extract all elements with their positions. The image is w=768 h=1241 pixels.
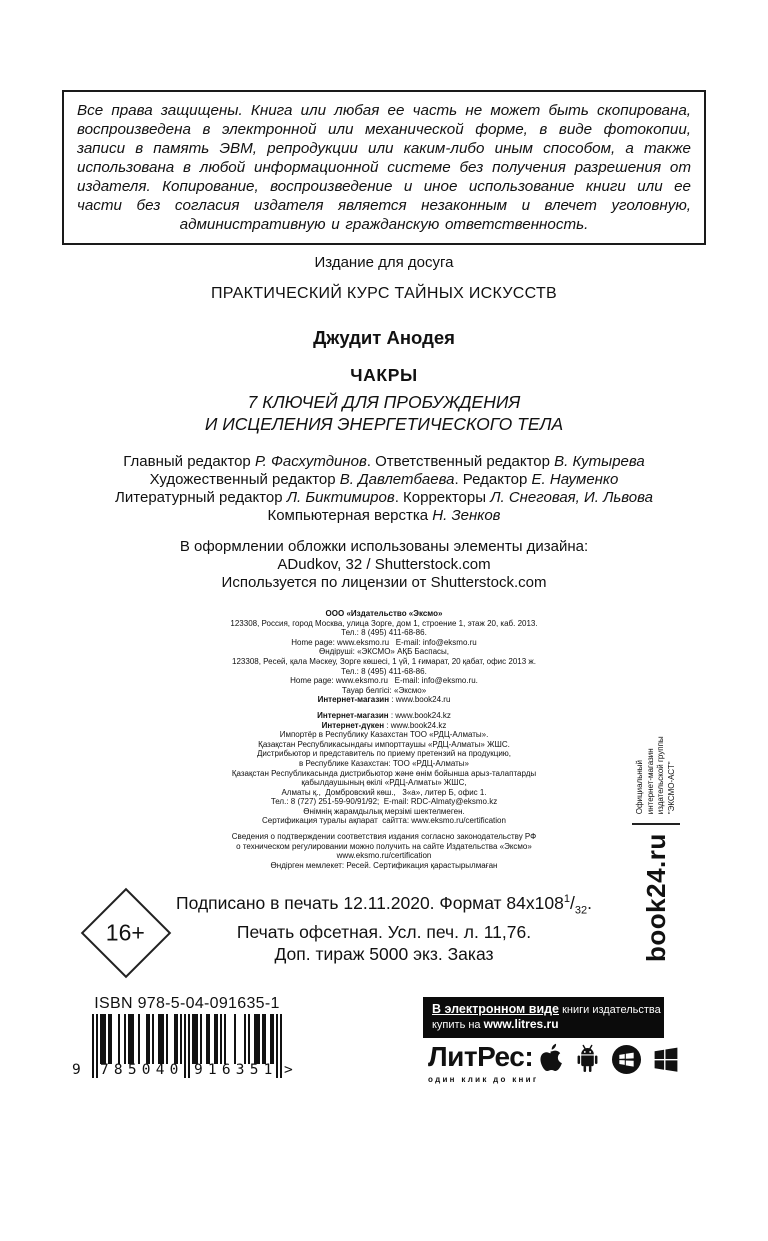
barcode-digit-group-2: 916351: [194, 1062, 278, 1078]
publisher-line: [0, 711, 768, 721]
text-segment: Официальный: [635, 760, 644, 815]
edition-type: Издание для досуга: [314, 254, 454, 271]
isbn-number: ISBN 978-5-04-091635-1: [94, 995, 280, 1012]
cover-credit-line-2: ADudkov, 32 / Shutterstock.com: [277, 556, 491, 573]
text-segment: Тауар белгісі: «Эксмо»: [341, 685, 427, 695]
print-info-line-3: Доп. тираж 5000 экз. Заказ: [274, 943, 494, 964]
text-segment: купить на: [432, 1018, 484, 1031]
book24-rotated-content: [620, 726, 692, 962]
text-segment: Литературный редактор: [115, 489, 287, 506]
text-segment: Художественный редактор: [149, 471, 340, 488]
book24-note-line: [646, 736, 657, 814]
publisher-line: [0, 619, 768, 629]
text-segment: Импортёр в Республику Казахстан ТОО «РДЦ-Алматы».: [279, 730, 489, 740]
text-segment: В электронном виде: [432, 1002, 560, 1016]
text-segment: "ЭКСМО-АСТ": [666, 761, 676, 815]
litres-logo-block: [428, 1041, 539, 1084]
text-segment: Тел.: 8 (727) 251-59-90/91/92; E-mail: RDC-Almaty@eksmo.kz: [270, 797, 498, 807]
text-segment: Сертификация туралы ақпарат сайтта: www.eksmo.ru/certification: [262, 816, 506, 826]
text-segment: Главный редактор: [123, 453, 255, 470]
staff-credits: [0, 453, 768, 525]
author-name: Джудит Анодея: [313, 327, 455, 348]
format-fraction-denominator: 32: [574, 904, 588, 917]
book24-note-line: [656, 736, 667, 814]
text-segment: Өнімнің жарамдылық мерзімі шектелмеген.: [303, 806, 465, 816]
text-segment: о техническом регулировании можно получить на сайте Издательства «Эксмо»: [236, 841, 532, 851]
text-segment: Компьютерная верстка: [267, 507, 433, 524]
publisher-line: [0, 695, 768, 705]
text-segment: : www.book24.ru: [389, 695, 451, 705]
copyright-notice-box: Все права защищены. Книга или любая ее часть не может быть скопирована, воспроизведена в электронной или механической форме, в виде фотокопии, записи в память ЭВМ, репродукции или каким-либо иным способом, а также использована в любой информационной системе без получения разрешения от издателя. Копирование, воспроизведение и иное использование книги или ее части без согласия издателя является незаконным и влечет уголовную, административную и гражданскую ответственность.: [62, 90, 706, 245]
print-info-line-2: Печать офсетная. Усл. печ. л. 11,76.: [236, 922, 532, 943]
text-segment: Интернет-магазин: [317, 710, 389, 720]
text-segment: интернет-магазин: [645, 748, 655, 815]
format-fraction-numerator: 1: [563, 893, 570, 906]
credit-line: [0, 507, 768, 525]
book-subtitle: [0, 392, 768, 435]
barcode-digit-group-1: 785040: [100, 1062, 184, 1078]
text-segment: . Ответственный редактор: [366, 453, 555, 470]
apple-icon: [537, 1043, 564, 1075]
text-segment: 123308, Ресей, қала Мәскеу, Зорге көшесі, 1 үй, 1 ғимарат, 20 қабат, офис 2013 ж.: [232, 656, 536, 666]
publisher-line: [0, 657, 768, 667]
text-segment: www.litres.ru: [483, 1016, 559, 1031]
text-segment: Өндіруші: «ЭКСМО» АҚБ Баспасы,: [318, 647, 450, 657]
publisher-line: [0, 667, 768, 677]
format-fraction-slash: /: [569, 893, 575, 914]
text-segment: Өндірген мемлекет: Ресей. Сертификация қарастырылмаған: [270, 860, 498, 870]
litres-tagline: один клик до книг: [428, 1075, 539, 1084]
text-segment: ООО «Издательство «Эксмо»: [325, 609, 443, 618]
text-segment: Л. Снеговая, И. Львова: [490, 489, 653, 506]
text-segment: Қазақстан Республикасындағы импорттаушы «РДЦ-Алматы» ЖШС.: [258, 739, 510, 749]
windows-icon: [651, 1044, 681, 1075]
book-title: ЧАКРЫ: [350, 365, 418, 385]
text-segment: Алматы қ., Домбровский көш., 3«а», литер Б, офис 1.: [281, 787, 487, 797]
text-segment: Р. Фасхутдинов: [254, 453, 367, 470]
credit-line: [0, 471, 768, 489]
litres-logo: ЛитРес:: [428, 1041, 534, 1072]
ean13-barcode: [72, 1014, 293, 1080]
subtitle-line-2: И ИСЦЕЛЕНИЯ ЭНЕРГЕТИЧЕСКОГО ТЕЛА: [204, 413, 564, 434]
text-segment: Е. Науменко: [531, 471, 619, 488]
text-segment: : www.book24.kz: [388, 710, 451, 720]
age-rating-label: 16+: [106, 919, 146, 946]
text-segment: книги издательства вы можете: [559, 1004, 719, 1016]
text-segment: Интернет-магазин: [317, 695, 390, 705]
sidebar-divider-line: [632, 823, 680, 825]
publisher-line: [0, 638, 768, 648]
book24-note: [635, 736, 677, 814]
text-segment: Тел.: 8 (495) 411-68-86.: [341, 666, 427, 676]
print-date-format: Подписано в печать 12.11.2020. Формат 84х108: [176, 893, 564, 914]
text-segment: В. Давлетбаева: [339, 471, 455, 488]
book24-note-line: [635, 736, 646, 814]
credit-line: [0, 453, 768, 471]
series-title: ПРАКТИЧЕСКИЙ КУРС ТАЙНЫХ ИСКУССТВ: [210, 285, 558, 302]
windows-phone-icon: [611, 1044, 642, 1075]
cover-credit-line-3: Используется по лицензии от Shutterstock.com: [221, 574, 547, 591]
text-segment: Қазақстан Республикасында дистрибьютор және өнім бойынша арыз-талаптарды: [231, 768, 537, 778]
text-segment: Home page: www.eksmo.ru E-mail: info@eksmo.ru: [291, 637, 477, 647]
cover-design-credits: [0, 538, 768, 592]
text-segment: қабылдаушының өкілі «РДЦ-Алматы» ЖШС,: [301, 778, 467, 788]
text-segment: Н. Зенков: [432, 507, 501, 524]
litres-ebook-banner: [423, 997, 719, 1038]
text-segment: . Корректоры: [394, 489, 491, 506]
barcode-end-char: >: [284, 1062, 293, 1078]
book24-logo: book24.ru: [640, 833, 671, 962]
text-segment: . Редактор: [454, 471, 532, 488]
barcode-bar: [280, 1014, 282, 1078]
publisher-line: [0, 609, 768, 619]
text-segment: Интернет-дүкен: [321, 720, 385, 730]
android-icon: [573, 1043, 602, 1075]
text-segment: Тел.: 8 (495) 411-68-86.: [341, 628, 427, 638]
text-segment: www.eksmo.ru/certification: [336, 851, 432, 861]
text-segment: Дистрибьютор и представитель по приему претензий на продукцию,: [256, 749, 512, 759]
text-segment: издательской группы: [656, 736, 665, 815]
credit-line: [0, 489, 768, 507]
text-segment: : www.book24.kz: [384, 720, 447, 730]
litres-banner-line: [432, 1002, 719, 1018]
publisher-line: [0, 686, 768, 696]
barcode-first-digit: 9: [72, 1062, 81, 1078]
litres-banner-line: [432, 1018, 655, 1033]
publisher-line: [0, 628, 768, 638]
publisher-line: [0, 676, 768, 686]
book24-vertical-sidebar: [620, 726, 692, 962]
text-segment: Л. Биктимиров: [286, 489, 395, 506]
text-segment: Сведения о подтверждении соответствия издания согласно законодательству РФ: [231, 832, 537, 842]
book24-note-line: [667, 736, 678, 814]
print-info-line-1-period: .: [587, 893, 592, 914]
subtitle-line-1: 7 КЛЮЧЕЙ ДЛЯ ПРОБУЖДЕНИЯ: [247, 392, 521, 412]
text-segment: Home page: www.eksmo.ru E-mail: info@eksmo.ru.: [290, 676, 478, 686]
cover-credit-line-1: В оформлении обложки использованы элементы дизайна:: [179, 538, 589, 555]
platform-icons-row: [537, 1043, 681, 1075]
publisher-line: [0, 647, 768, 657]
text-segment: 123308, Россия, город Москва, улица Зорге, дом 1, строение 1, этаж 20, каб. 2013.: [230, 618, 538, 628]
text-segment: в Республике Казахстан: ТОО «РДЦ-Алматы»: [299, 758, 469, 768]
text-segment: В. Кутырева: [554, 453, 645, 470]
